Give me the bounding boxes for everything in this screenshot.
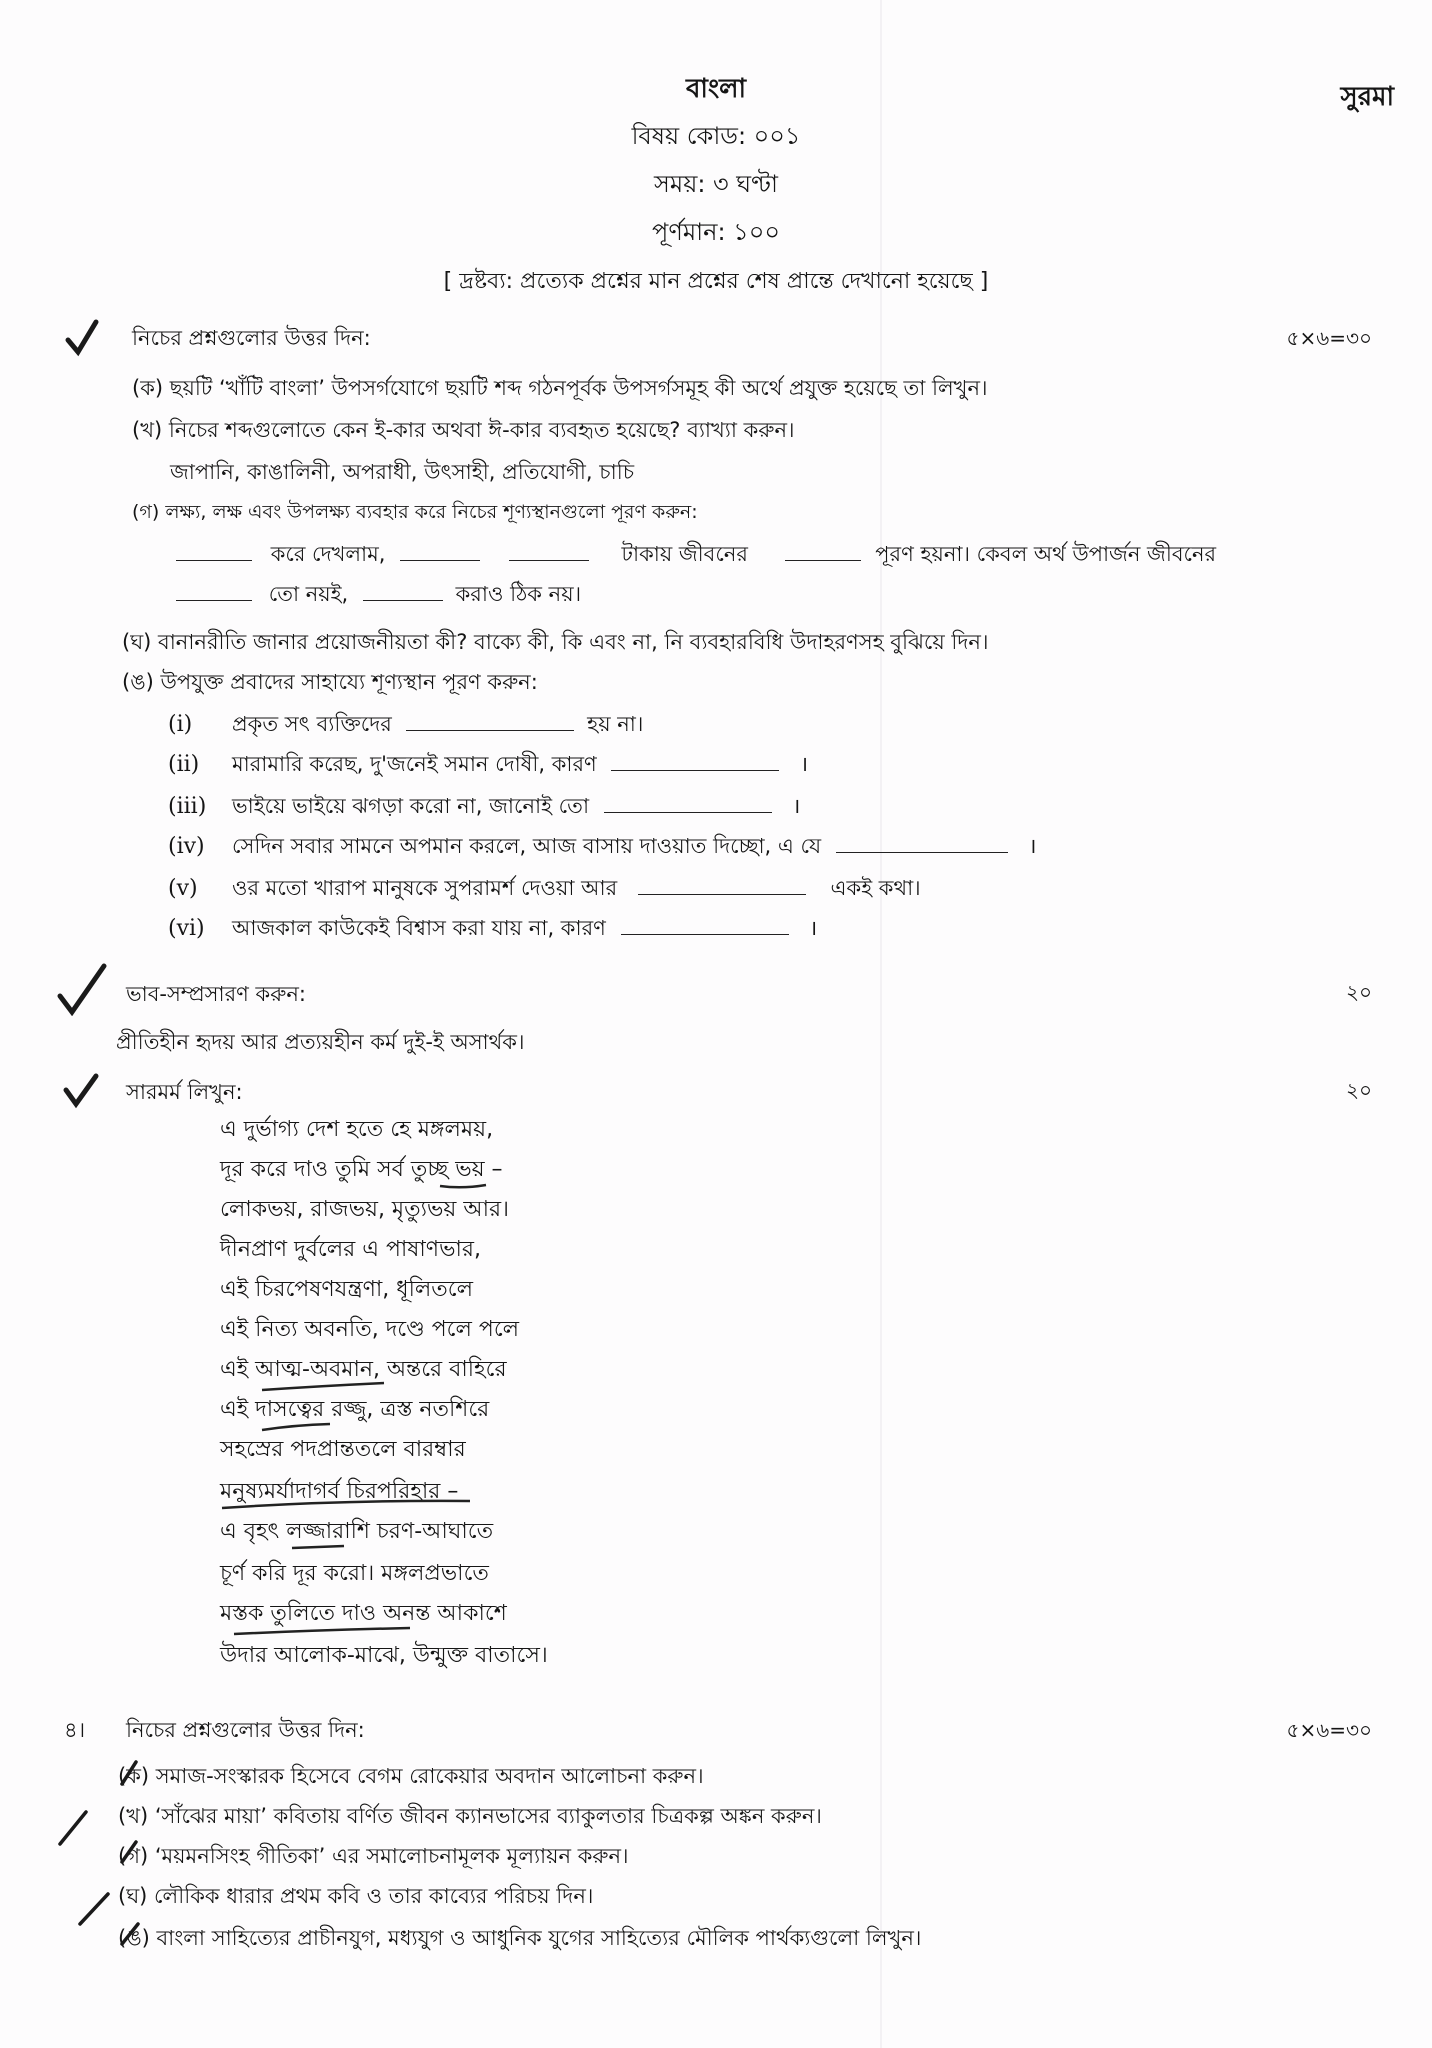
q4-item: (ঙ) বাংলা সাহিত্যের প্রাচীনযুগ, মধ্যযুগ ও আধুনিক যুগের সাহিত্যের মৌলিক পার্থক্যগুলো লিখুন। [118,1926,922,1950]
poem-line: মস্তক তুলিতে দাও অনন্ত আকাশে [220,1601,507,1626]
q4-number: ৪। [64,1718,86,1742]
q4-item: (ঘ) লৌকিক ধারার প্রথম কবি ও তার কাব্যের পরিচয় দিন। [118,1884,594,1908]
poem-line: চূর্ণ করি দূর করো। মঙ্গলপ্রভাতে [220,1561,489,1586]
q1-ga-line2: তো নয়ই, করাও ঠিক নয়। [176,578,581,613]
q1-heading: নিচের প্রশ্নগুলোর উত্তর দিন: [132,326,371,350]
q1-ga: (গ) লক্ষ্য, লক্ষ এবং উপলক্ষ্য ব্যবহার করে নিচের শূণ্যস্থানগুলো পূরণ করুন: [132,501,698,523]
q1-gha: (ঘ) বানানরীতি জানার প্রয়োজনীয়তা কী? বাক্যে কী, কি এবং না, নি ব্যবহারবিধি উদাহরণসহ বুঝিয়ে দিন। [122,630,989,654]
poem-line: দীনপ্রাণ দুর্বলের এ পাষাণভার, [220,1237,481,1262]
poem-line: এই চিরপেষণযন্ত্রণা, ধূলিতলে [220,1277,474,1302]
proverb-row: (vi) আজকাল কাউকেই বিশ্বাস করা যায় না, কারণ । [168,916,818,941]
q1-ka: (ক) ছয়টি ‘খাঁটি বাংলা’ উপসর্গযোগে ছয়টি শব্দ গঠনপূর্বক উপসর্গসমূহ কী অর্থে প্রযুক্ত হয়েছে তা লিখুন। [132,376,988,400]
q1-kha-words: জাপানি, কাঙালিনী, অপরাধী, উৎসাহী, প্রতিযোগী, চাচি [170,460,635,484]
poem-line: এ দুর্ভাগ্য দেশ হতে হে মঙ্গলময়, [220,1117,494,1142]
q4-heading: নিচের প্রশ্নগুলোর উত্তর দিন: [126,1718,365,1742]
subject-title: বাংলা [685,74,747,104]
q1-marks: ৫×৬=৩০ [1286,326,1372,350]
proverb-row: (iv) সেদিন সবার সামনে অপমান করলে, আজ বাসায় দাওয়াত দিচ্ছো, এ যে । [168,834,1037,859]
q3-marks: ২০ [1345,1078,1372,1102]
proverb-row: (iii) ভাইয়ে ভাইয়ে ঝগড়া করো না, জানোই তো । [168,794,801,819]
subject-code: বিষয় কোড: ০০১ [631,122,801,150]
poem-line: উদার আলোক-মাঝে, উন্মুক্ত বাতাসে। [220,1643,548,1668]
q1-uma: (ঙ) উপযুক্ত প্রবাদের সাহায্যে শূণ্যস্থান পূরণ করুন: [122,670,538,694]
q1-kha: (খ) নিচের শব্দগুলোতে কেন ই-কার অথবা ঈ-কার ব্যবহৃত হয়েছে? ব্যাখ্যা করুন। [132,418,795,442]
q2-heading: ভাব-সম্প্রসারণ করুন: [126,982,306,1006]
q4-item: (খ) ‘সাঁঝের মায়া’ কবিতায় বর্ণিত জীবন ক্যানভাসের ব্যাকুলতার চিত্রকল্প অঙ্কন করুন। [118,1804,822,1828]
poem-line: লোকভয়, রাজভয়, মৃত্যুভয় আর। [220,1197,510,1222]
proverb-row: (v) ওর মতো খারাপ মানুষকে সুপরামর্শ দেওয়া আর একই কথা। [168,876,921,901]
q2-statement: প্রীতিহীন হৃদয় আর প্রত্যয়হীন কর্ম দুই-ই অসার্থক। [116,1030,525,1054]
poem-line: সহস্রের পদপ্রান্ততলে বারম্বার [220,1437,466,1462]
poem-line: এই নিত্য অবনতি, দণ্ডে পলে পলে [220,1317,520,1342]
poem-line: দূর করে দাও তুমি সর্ব তুচ্ছ ভয় – [220,1157,503,1182]
q4-marks: ৫×৬=৩০ [1286,1718,1372,1742]
poem-line: মনুষ্যমর্যাদাগর্ব চিরপরিহার – [220,1479,459,1504]
corner-label: সুরমা [1340,82,1394,112]
instruction-note: [ দ্রষ্টব্য: প্রত্যেক প্রশ্নের মান প্রশ্নের শেষ প্রান্তে দেখানো হয়েছে ] [443,269,989,294]
q4-item: (ক) সমাজ-সংস্কারক হিসেবে বেগম রোকেয়ার অবদান আলোচনা করুন। [118,1764,704,1788]
exam-time: সময়: ৩ ঘণ্টা [654,170,778,198]
poem-line: এই আত্ম-অবমান, অন্তরে বাহিরে [220,1357,507,1382]
q3-heading: সারমর্ম লিখুন: [126,1080,243,1104]
proverb-row: (ii) মারামারি করেছ, দু'জনেই সমান দোষী, কারণ । [168,752,809,777]
q4-item: (গ) ‘ময়মনসিংহ গীতিকা’ এর সমালোচনামূলক মূল্যায়ন করুন। [118,1844,629,1868]
poem-line: এ বৃহৎ লজ্জারাশি চরণ-আঘাতে [220,1519,494,1544]
poem-line: এই দাসত্বের রজ্জু, ত্রস্ত নতশিরে [220,1397,490,1422]
proverb-row: (i) প্রকৃত সৎ ব্যক্তিদের হয় না। [168,712,644,737]
full-marks: পূর্ণমান: ১০০ [652,218,780,246]
q1-ga-line1: করে দেখলাম, টাকায় জীবনের পূরণ হয়না। কেবল অর্থ উপার্জন জীবনের [176,538,1216,573]
q2-marks: ২০ [1345,980,1372,1004]
